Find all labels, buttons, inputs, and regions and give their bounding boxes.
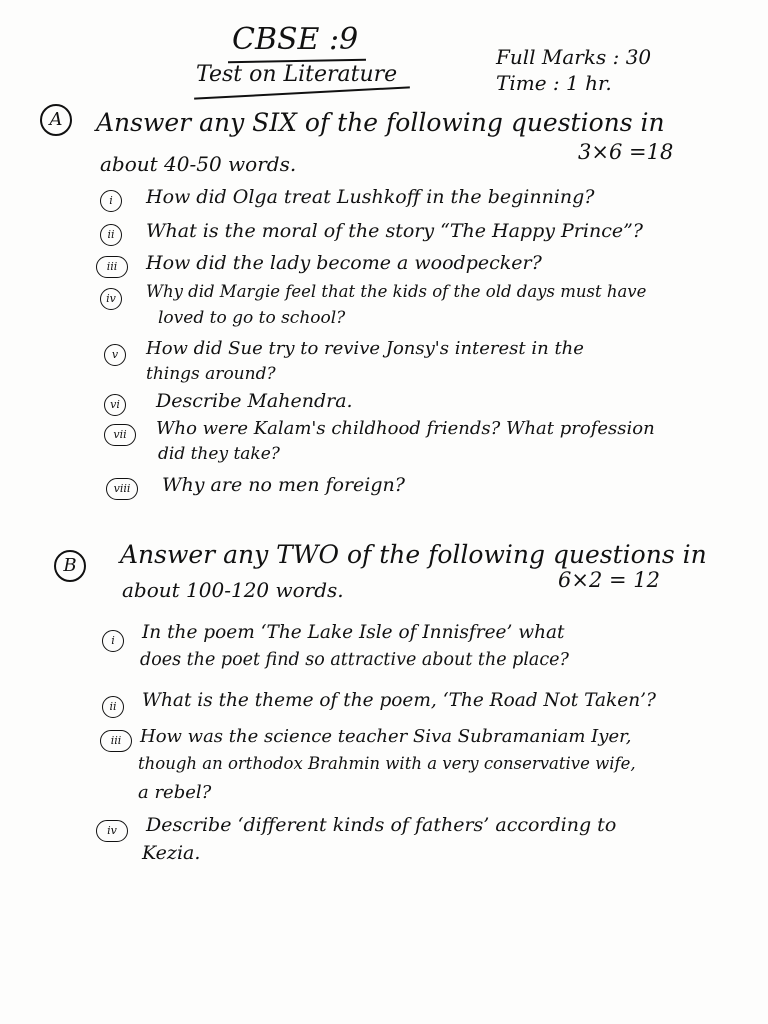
time-allowed: Time : 1 hr. xyxy=(496,71,612,95)
question-text: In the poem ‘The Lake Isle of Innisfree’ what xyxy=(142,622,565,643)
question-text: What is the theme of the poem, ‘The Road Not Taken’? xyxy=(142,690,656,711)
question-number: vi xyxy=(104,394,126,416)
question-number: vii xyxy=(104,424,136,446)
section-a-marks: 3×6 =18 xyxy=(578,140,674,164)
question-number: iv xyxy=(100,288,122,310)
section-b-instruction-line2: about 100-120 words. xyxy=(122,578,344,602)
question-text-continued: though an orthodox Brahmin with a very conservative wife, xyxy=(138,754,636,773)
question-text: What is the moral of the story “The Happy Prince”? xyxy=(146,220,643,242)
section-a-label: A xyxy=(40,104,72,136)
question-number: viii xyxy=(106,478,138,500)
question-text: Describe ‘different kinds of fathers’ according to xyxy=(146,814,617,836)
question-text-continued: does the poet find so attractive about the place? xyxy=(140,650,569,670)
section-a-instruction-line1: Answer any SIX of the following questions in xyxy=(96,108,665,137)
question-text-continued: a rebel? xyxy=(138,782,212,803)
question-text: How was the science teacher Siva Subramaniam Iyer, xyxy=(140,726,632,747)
question-text: Describe Mahendra. xyxy=(156,390,353,412)
question-text: Who were Kalam's childhood friends? What profession xyxy=(156,418,655,439)
question-text: Why did Margie feel that the kids of the old days must have xyxy=(146,282,647,301)
question-number: ii xyxy=(102,696,124,718)
page-title: CBSE :9 xyxy=(232,22,359,57)
question-number: i xyxy=(102,630,124,652)
question-number: v xyxy=(104,344,126,366)
question-text: How did Olga treat Lushkoff in the beginning? xyxy=(146,186,595,208)
page-subtitle: Test on Literature xyxy=(196,62,398,87)
section-b-marks: 6×2 = 12 xyxy=(558,568,660,592)
section-b-label: B xyxy=(54,550,86,582)
question-number: ii xyxy=(100,224,122,246)
question-text: How did the lady become a woodpecker? xyxy=(146,252,542,274)
question-text-continued: things around? xyxy=(146,364,276,384)
question-text-continued: Kezia. xyxy=(142,842,201,864)
question-number: iii xyxy=(96,256,128,278)
marks-box xyxy=(496,44,651,96)
question-number: i xyxy=(100,190,122,212)
full-marks: Full Marks : 30 xyxy=(496,45,652,69)
question-text-continued: did they take? xyxy=(158,444,280,464)
subtitle-underline xyxy=(194,86,410,99)
question-text: How did Sue try to revive Jonsy's interest in the xyxy=(146,338,584,359)
question-number: iii xyxy=(100,730,132,752)
question-number: iv xyxy=(96,820,128,842)
section-a-instruction-line2: about 40-50 words. xyxy=(100,152,297,176)
question-text: Why are no men foreign? xyxy=(162,474,405,496)
section-b-instruction-line1: Answer any TWO of the following questions in xyxy=(120,540,707,569)
question-text-continued: loved to go to school? xyxy=(158,308,346,328)
